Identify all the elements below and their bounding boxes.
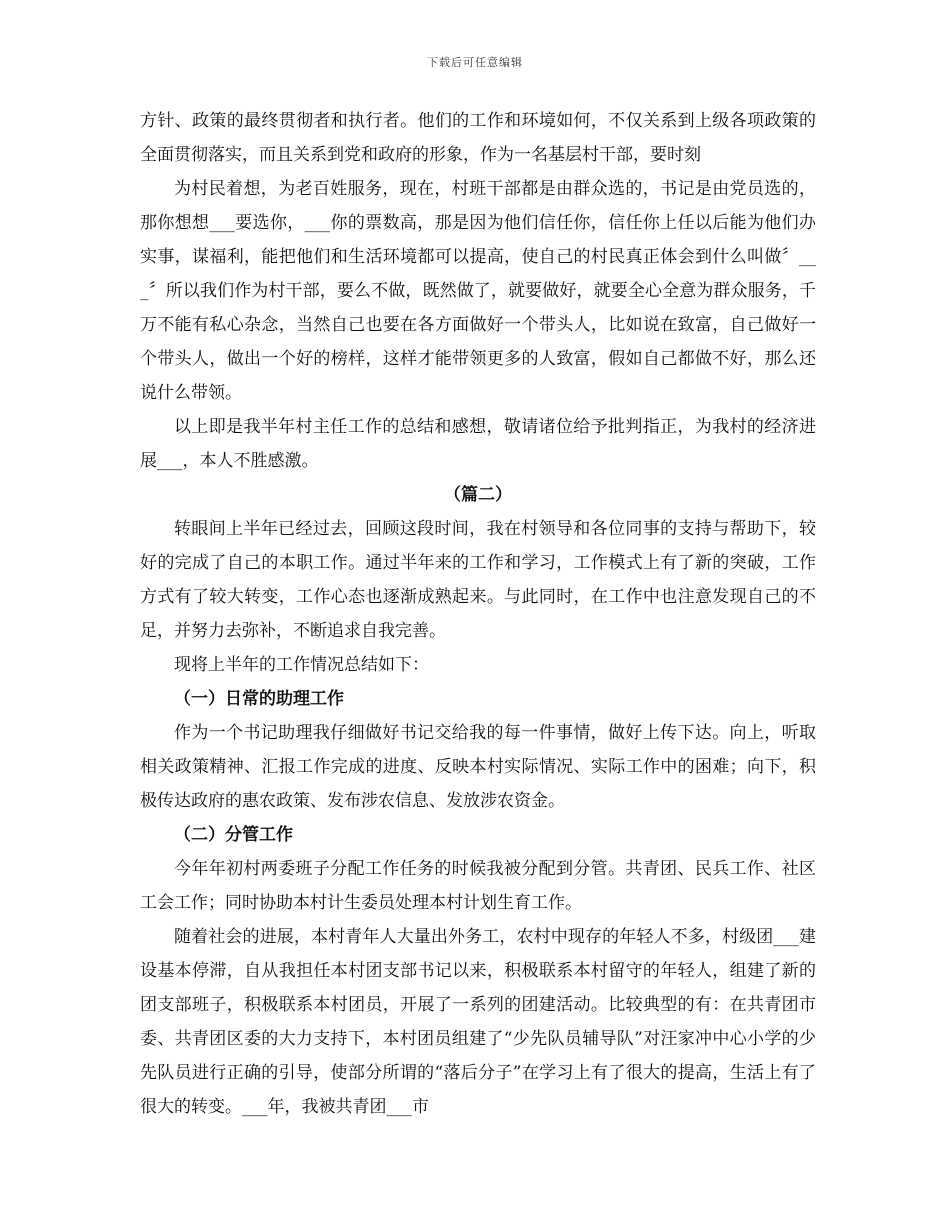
page-header: 下载后可任意编辑 <box>427 56 523 69</box>
paragraph-7: 今年年初村两委班子分配工作任务的时候我被分配到分管。共青团、民兵工作、社区工会工作；同时协助本村计生委员处理本村计划生育工作。 <box>140 859 816 913</box>
paragraph-2: 为村民着想，为老百姓服务，现在，村班干部都是由群众选的，书记是由党员选的，那你想想___要选你，___你的票数高，那是因为他们信任你，信任你上任以后能为他们办实事，谋福利，能把他们和生活环境都可以提高，使自己的村民真正体会到什么叫做〞___〞所以我们作为村干部，要么不做，既然做了，就要做好，就要全心全意为群众服务，千万不能有私心杂念，当然自己也要在各方面做好一个带头人，比如说在致富，自己做好一个带头人，做出一个好的榜样，这样才能带领更多的人致富，假如自己都做不好，那么还说什么带领。 <box>140 179 816 403</box>
paragraph-1: 方针、政策的最终贯彻者和执行者。他们的工作和环境如何，不仅关系到上级各项政策的全面贯彻落实，而且关系到党和政府的形象，作为一名基层村干部，要时刻 <box>140 111 816 165</box>
paragraph-4: 转眼间上半年已经过去，回顾这段时间，我在村领导和各位同事的支持与帮助下，较好的完成了自己的本职工作。通过半年来的工作和学习，工作模式上有了新的突破，工作方式有了较大转变，工作心态也逐渐成熟起来。与此同时，在工作中也注意发现自己的不足，并努力去弥补，不断追求自我完善。 <box>140 519 816 641</box>
subheading-daily-work: （一）日常的助理工作 <box>174 689 344 709</box>
paragraph-6: 作为一个书记助理我仔细做好书记交给我的每一件事情，做好上传下达。向上，听取相关政策精神、汇报工作完成的进度、反映本村实际情况、实际工作中的困难；向下，积极传达政府的惠农政策、发布涉农信息、发放涉农资金。 <box>140 723 816 811</box>
paragraph-8: 随着社会的进展，本村青年人大量出外务工，农村中现存的年轻人不多，村级团___建设基本停滞，自从我担任本村团支部书记以来，积极联系本村留守的年轻人，组建了新的团支部班子，积极联系本村团员，开展了一系列的团建活动。比较典型的有：在共青团市委、共青团区委的大力支持下，本村团员组建了“少先队员辅导队”对汪家冲中心小学的少先队员进行正确的引导，使部分所谓的“落后分子”在学习上有了很大的提高，生活上有了很大的转变。___年，我被共青团___市 <box>140 927 816 1117</box>
paragraph-5: 现将上半年的工作情况总结如下： <box>174 655 429 675</box>
document-body <box>140 104 816 1124</box>
paragraph-3: 以上即是我半年村主任工作的总结和感想，敬请诸位给予批判指正，为我村的经济进展___，本人不胜感激。 <box>140 417 816 471</box>
section-title: （篇二） <box>444 485 512 505</box>
subheading-managed-work: （二）分管工作 <box>174 825 293 845</box>
